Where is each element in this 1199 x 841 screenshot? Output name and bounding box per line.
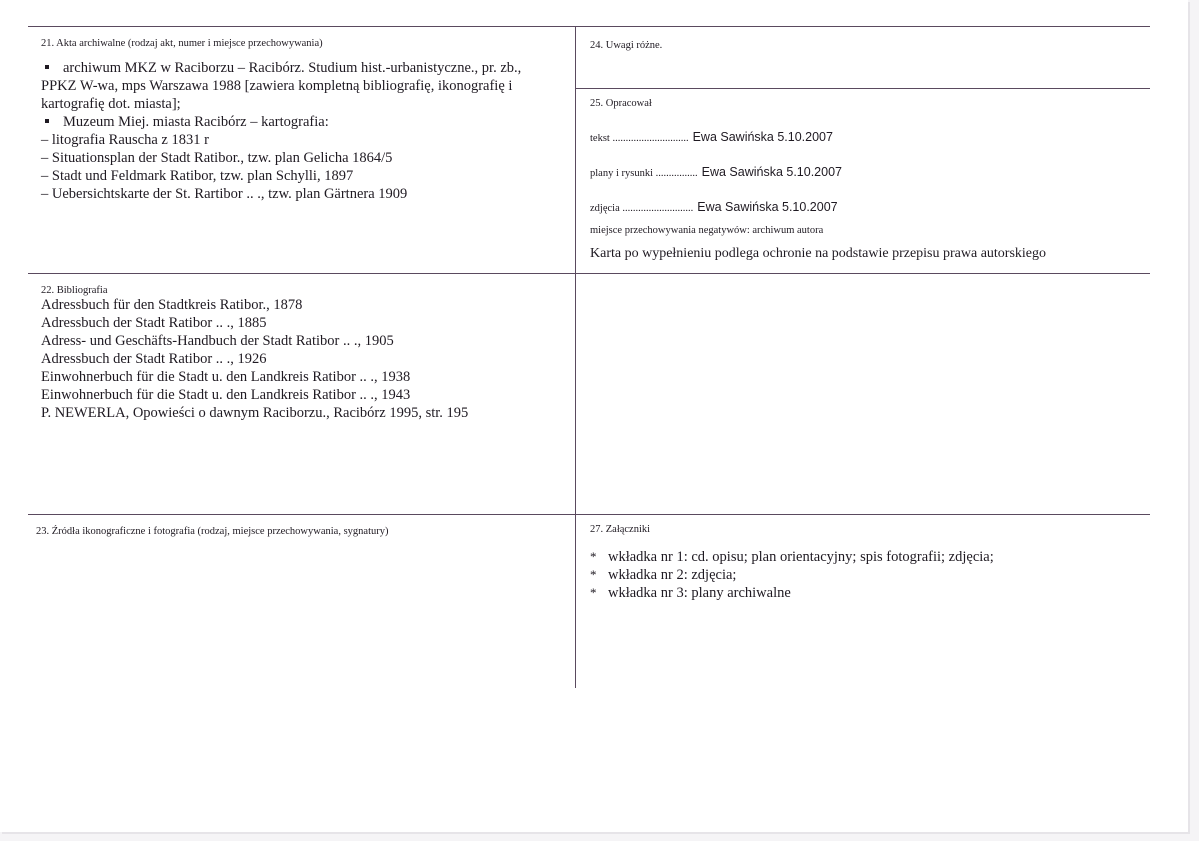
asterisk-bullet-icon: * — [590, 585, 597, 600]
s25-tekst-value: Ewa Sawińska 5.10.2007 — [692, 130, 833, 144]
bullet-square-icon — [45, 65, 49, 69]
s22-body — [41, 296, 468, 422]
s21-line-8: – Uebersichtskarte der St. Rartibor .. ., tzw. plan Gärtnera 1909 — [41, 186, 408, 202]
s21-line-5: – litografia Rauscha z 1831 r — [41, 132, 209, 148]
s22-line-7: P. NEWERLA, Opowieści o dawnym Raciborzu., Racibórz 1995, str. 195 — [41, 405, 469, 421]
rule-row2 — [28, 514, 1150, 515]
s22-line-3: Adress- und Geschäfts-Handbuch der Stadt Ratibor .. ., 1905 — [41, 333, 394, 349]
s25-zdjecia-value: Ewa Sawińska 5.10.2007 — [697, 200, 838, 214]
s22-line-1: Adressbuch für den Stadtkreis Ratibor., 1878 — [41, 297, 303, 313]
s25-tekst-label: tekst ............................. — [590, 133, 689, 144]
s25-plany-row — [590, 163, 842, 181]
s25-plany-value: Ewa Sawińska 5.10.2007 — [701, 165, 842, 179]
s25-zdjecia-row — [590, 198, 838, 216]
s27-list — [590, 548, 994, 602]
asterisk-bullet-icon: * — [590, 549, 597, 564]
s25-heading: 25. Opracował — [590, 98, 652, 109]
s25-tekst-row — [590, 128, 833, 146]
center-divider — [575, 26, 576, 688]
s25-negatywy: miejsce przechowywania negatywów: archiwum autora — [590, 225, 824, 236]
s21-heading: 21. Akta archiwalne (rodzaj akt, numer i miejsce przechowywania) — [41, 38, 323, 49]
s22-line-6: Einwohnerbuch für die Stadt u. den Landkreis Ratibor .. ., 1943 — [41, 387, 411, 403]
s24-heading: 24. Uwagi różne. — [590, 40, 663, 51]
s22-heading: 22. Bibliografia — [41, 285, 108, 296]
s21-line-3: kartografię dot. miasta]; — [41, 96, 181, 112]
s21-line-4: Muzeum Miej. miasta Racibórz – kartografia: — [41, 113, 521, 131]
s27-item-3: * wkładka nr 3: plany archiwalne — [590, 585, 791, 601]
s21-body — [41, 59, 521, 203]
s25-plany-label: plany i rysunki ................ — [590, 168, 698, 179]
s25-zdjecia-label: zdjęcia ........................... — [590, 203, 694, 214]
asterisk-bullet-icon: * — [590, 567, 597, 582]
s21-line-7: – Stadt und Feldmark Ratibor, tzw. plan Schylli, 1897 — [41, 168, 354, 184]
top-rule — [28, 26, 1150, 27]
s21-line-2: PPKZ W-wa, mps Warszawa 1988 [zawiera kompletną bibliografię, ikonografię i — [41, 78, 513, 94]
rule-24-25 — [576, 88, 1150, 89]
bullet-square-icon — [45, 119, 49, 123]
s21-line-1: archiwum MKZ w Raciborzu – Racibórz. Studium hist.-urbanistyczne., pr. zb., — [41, 59, 521, 77]
s22-line-4: Adressbuch der Stadt Ratibor .. ., 1926 — [41, 351, 267, 367]
s27-heading: 27. Załączniki — [590, 524, 651, 535]
rule-row1 — [28, 273, 1150, 274]
s25-copyright-note: Karta po wypełnieniu podlega ochronie na podstawie przepisu prawa autorskiego — [590, 246, 1047, 261]
s27-item-2: * wkładka nr 2: zdjęcia; — [590, 567, 737, 583]
s22-line-2: Adressbuch der Stadt Ratibor .. ., 1885 — [41, 315, 267, 331]
s21-line-6: – Situationsplan der Stadt Ratibor., tzw. plan Gelicha 1864/5 — [41, 150, 393, 166]
s27-item-1: * wkładka nr 1: cd. opisu; plan orientacyjny; spis fotografii; zdjęcia; — [590, 549, 994, 565]
s23-heading: 23. Źródła ikonograficzne i fotografia (rodzaj, miejsce przechowywania, sygnatury) — [36, 526, 389, 537]
s22-line-5: Einwohnerbuch für die Stadt u. den Landkreis Ratibor .. ., 1938 — [41, 369, 411, 385]
